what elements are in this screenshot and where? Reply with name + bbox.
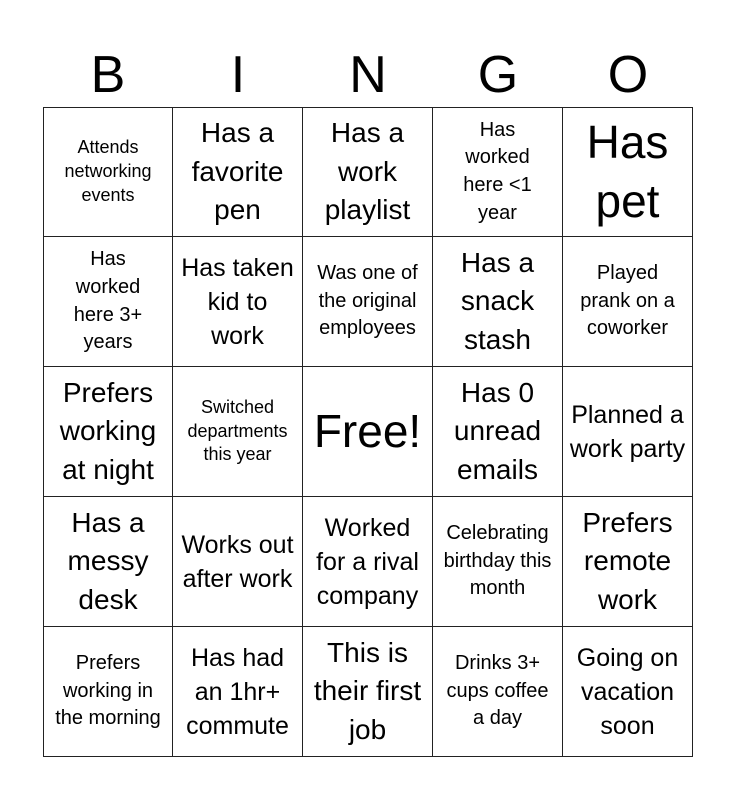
bingo-cell: This is their first job [303,627,433,757]
bingo-cell: Switched departments this year [173,367,303,497]
header-letter-o: O [607,46,649,104]
bingo-cell: Celebrating birthday this month [433,497,563,627]
header-letter-i: I [230,46,246,104]
bingo-cell: Prefers remote work [563,497,693,627]
header-letter-b: B [90,46,126,104]
header-letter-n: N [349,46,387,104]
bingo-cell: Going on vacation soon [563,627,693,757]
header-letter-g: G [477,46,519,104]
bingo-cell: Prefers working at night [43,367,173,497]
bingo-header [43,46,693,104]
bingo-cell: Drinks 3+ cups coffee a day [433,627,563,757]
bingo-cell: Works out after work [173,497,303,627]
bingo-board [43,107,693,757]
bingo-cell: Planned a work party [563,367,693,497]
bingo-cell: Has a messy desk [43,497,173,627]
bingo-cell: Has a favorite pen [173,107,303,237]
bingo-cell: Was one of the original employees [303,237,433,367]
free-space: Free! [303,367,433,497]
bingo-cell: Worked for a rival company [303,497,433,627]
bingo-cell: Has had an 1hr+ commute [173,627,303,757]
bingo-cell: Has a snack stash [433,237,563,367]
bingo-cell: Has pet [563,107,693,237]
bingo-cell: Has 0 unread emails [433,367,563,497]
bingo-cell: Played prank on a coworker [563,237,693,367]
bingo-cell: Has worked here 3+ years [43,237,173,367]
bingo-cell: Has a work playlist [303,107,433,237]
bingo-cell: Prefers working in the morning [43,627,173,757]
bingo-cell: Has worked here <1 year [433,107,563,237]
bingo-cell: Has taken kid to work [173,237,303,367]
bingo-cell: Attends networking events [43,107,173,237]
